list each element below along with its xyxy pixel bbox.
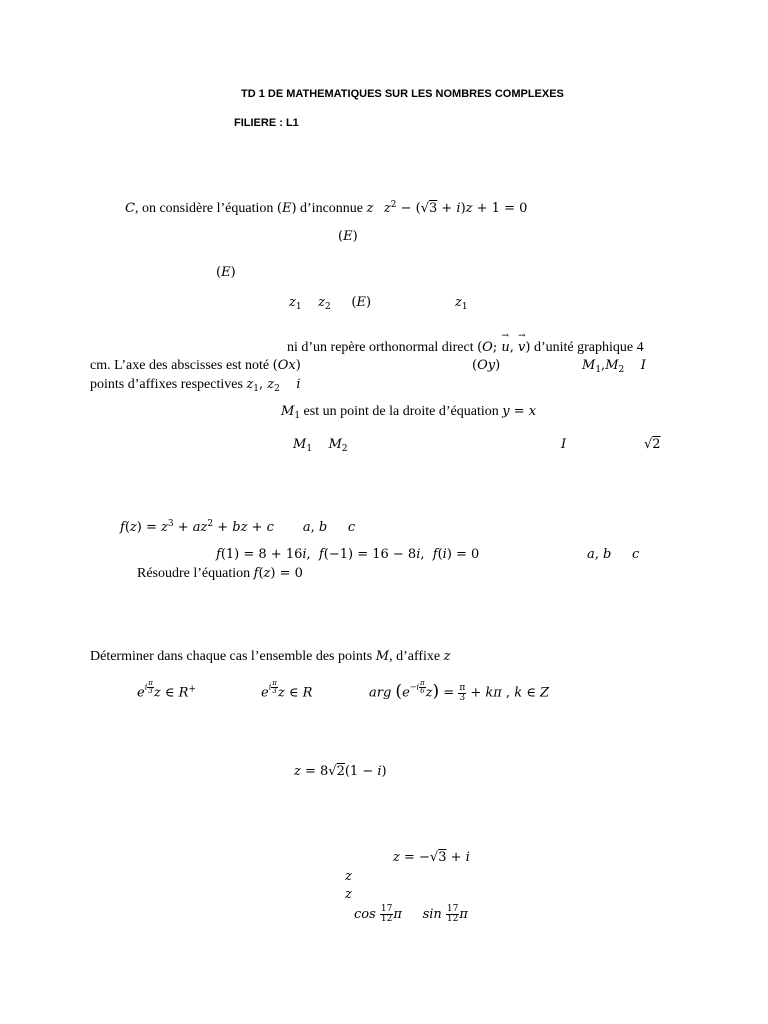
case-3: arg (e−i $\frac{\pi}{6}$ z) = $\frac{\pi}{3}$ + kπ , k ∈ Z (369, 679, 550, 703)
z-ref-2: z (345, 887, 352, 902)
trig-values: cos $\frac{17}{12}$ π sin $\frac{17}{12}$ π (354, 904, 468, 924)
polynomial-f: $f(z) = z^3 + az^2$ + bz + c a, b c (120, 519, 356, 535)
equation-e-ref-1: (E) (338, 229, 358, 244)
unknown-text: d’inconnue (300, 201, 363, 216)
abscisses-line: cm. L’axe des abscisses est noté (Ox) (90, 358, 301, 373)
equation-intro-line: C, on considère l’équation (E) d’inconnue z $z^2 - (√3 + i)z + 1 = 0$ (125, 200, 528, 216)
affixes-text: points d’affixes respectives (90, 377, 243, 392)
root-z1-ref: $z_1$ (455, 295, 468, 312)
resoudre-line: Résoudre l’équation f(z) = 0 (137, 566, 303, 581)
repere-text: ni d’un repère orthonormal direct (287, 340, 474, 355)
abscisses-text: cm. L’axe des abscisses est noté (90, 358, 270, 373)
equation-e-ref-2: (E) (216, 265, 236, 280)
case-1: ei $\frac{\pi}{3}$ z ∈ R+ (137, 679, 196, 701)
affixe-text: , d’affixe (389, 649, 441, 664)
z-value-2: z = −√3 + i (393, 850, 470, 865)
affixes-line: points d’affixes respectives $z_1$, $z_2$ i (90, 377, 301, 394)
abc-ref: a, b c (587, 547, 640, 562)
points-m1-m2: $M_1,M_2$ I (582, 358, 646, 375)
unite-text: d’unité graphique 4 (533, 340, 644, 355)
z-value-1: z = 8√2(1 − i) (294, 764, 387, 779)
determiner-line: Déterminer dans chaque cas l’ensemble des points M, d’affixe z (90, 649, 451, 664)
repere-line: ni d’un repère orthonormal direct (O; → u, → v) d’unité graphique 4 (287, 340, 644, 357)
sqrt2-ref: √2 (644, 437, 661, 452)
resoudre-text: Résoudre l’équation (137, 566, 251, 581)
case-2: ei $\frac{\pi}{3}$ z ∈ R (261, 679, 313, 701)
ordonnees-axis: (Oy) (472, 358, 501, 373)
point-i-ref: I (561, 437, 567, 452)
droite-line: $M_1$ est un point de la droite d’équation y = x (281, 404, 537, 421)
document-title: TD 1 DE MATHEMATIQUES SUR LES NOMBRES COMPLEXES (241, 88, 564, 100)
roots-line: $z_1$ $z_2$ (E) (289, 295, 372, 312)
filiere-label: FILIERE : L1 (234, 117, 299, 129)
droite-text: est un point de la droite d’équation (303, 404, 499, 419)
intro-text: , on considère l’équation (134, 201, 274, 216)
z-ref-1: z (345, 869, 352, 884)
determiner-text: Déterminer dans chaque cas l’ensemble des points (90, 649, 373, 664)
m1-m2-line: $M_1$ $M_2$ (293, 437, 348, 454)
conditions-line: f(1) = 8 + 16i, f(−1) = 16 − 8i, f(i) = 0 (216, 547, 480, 562)
